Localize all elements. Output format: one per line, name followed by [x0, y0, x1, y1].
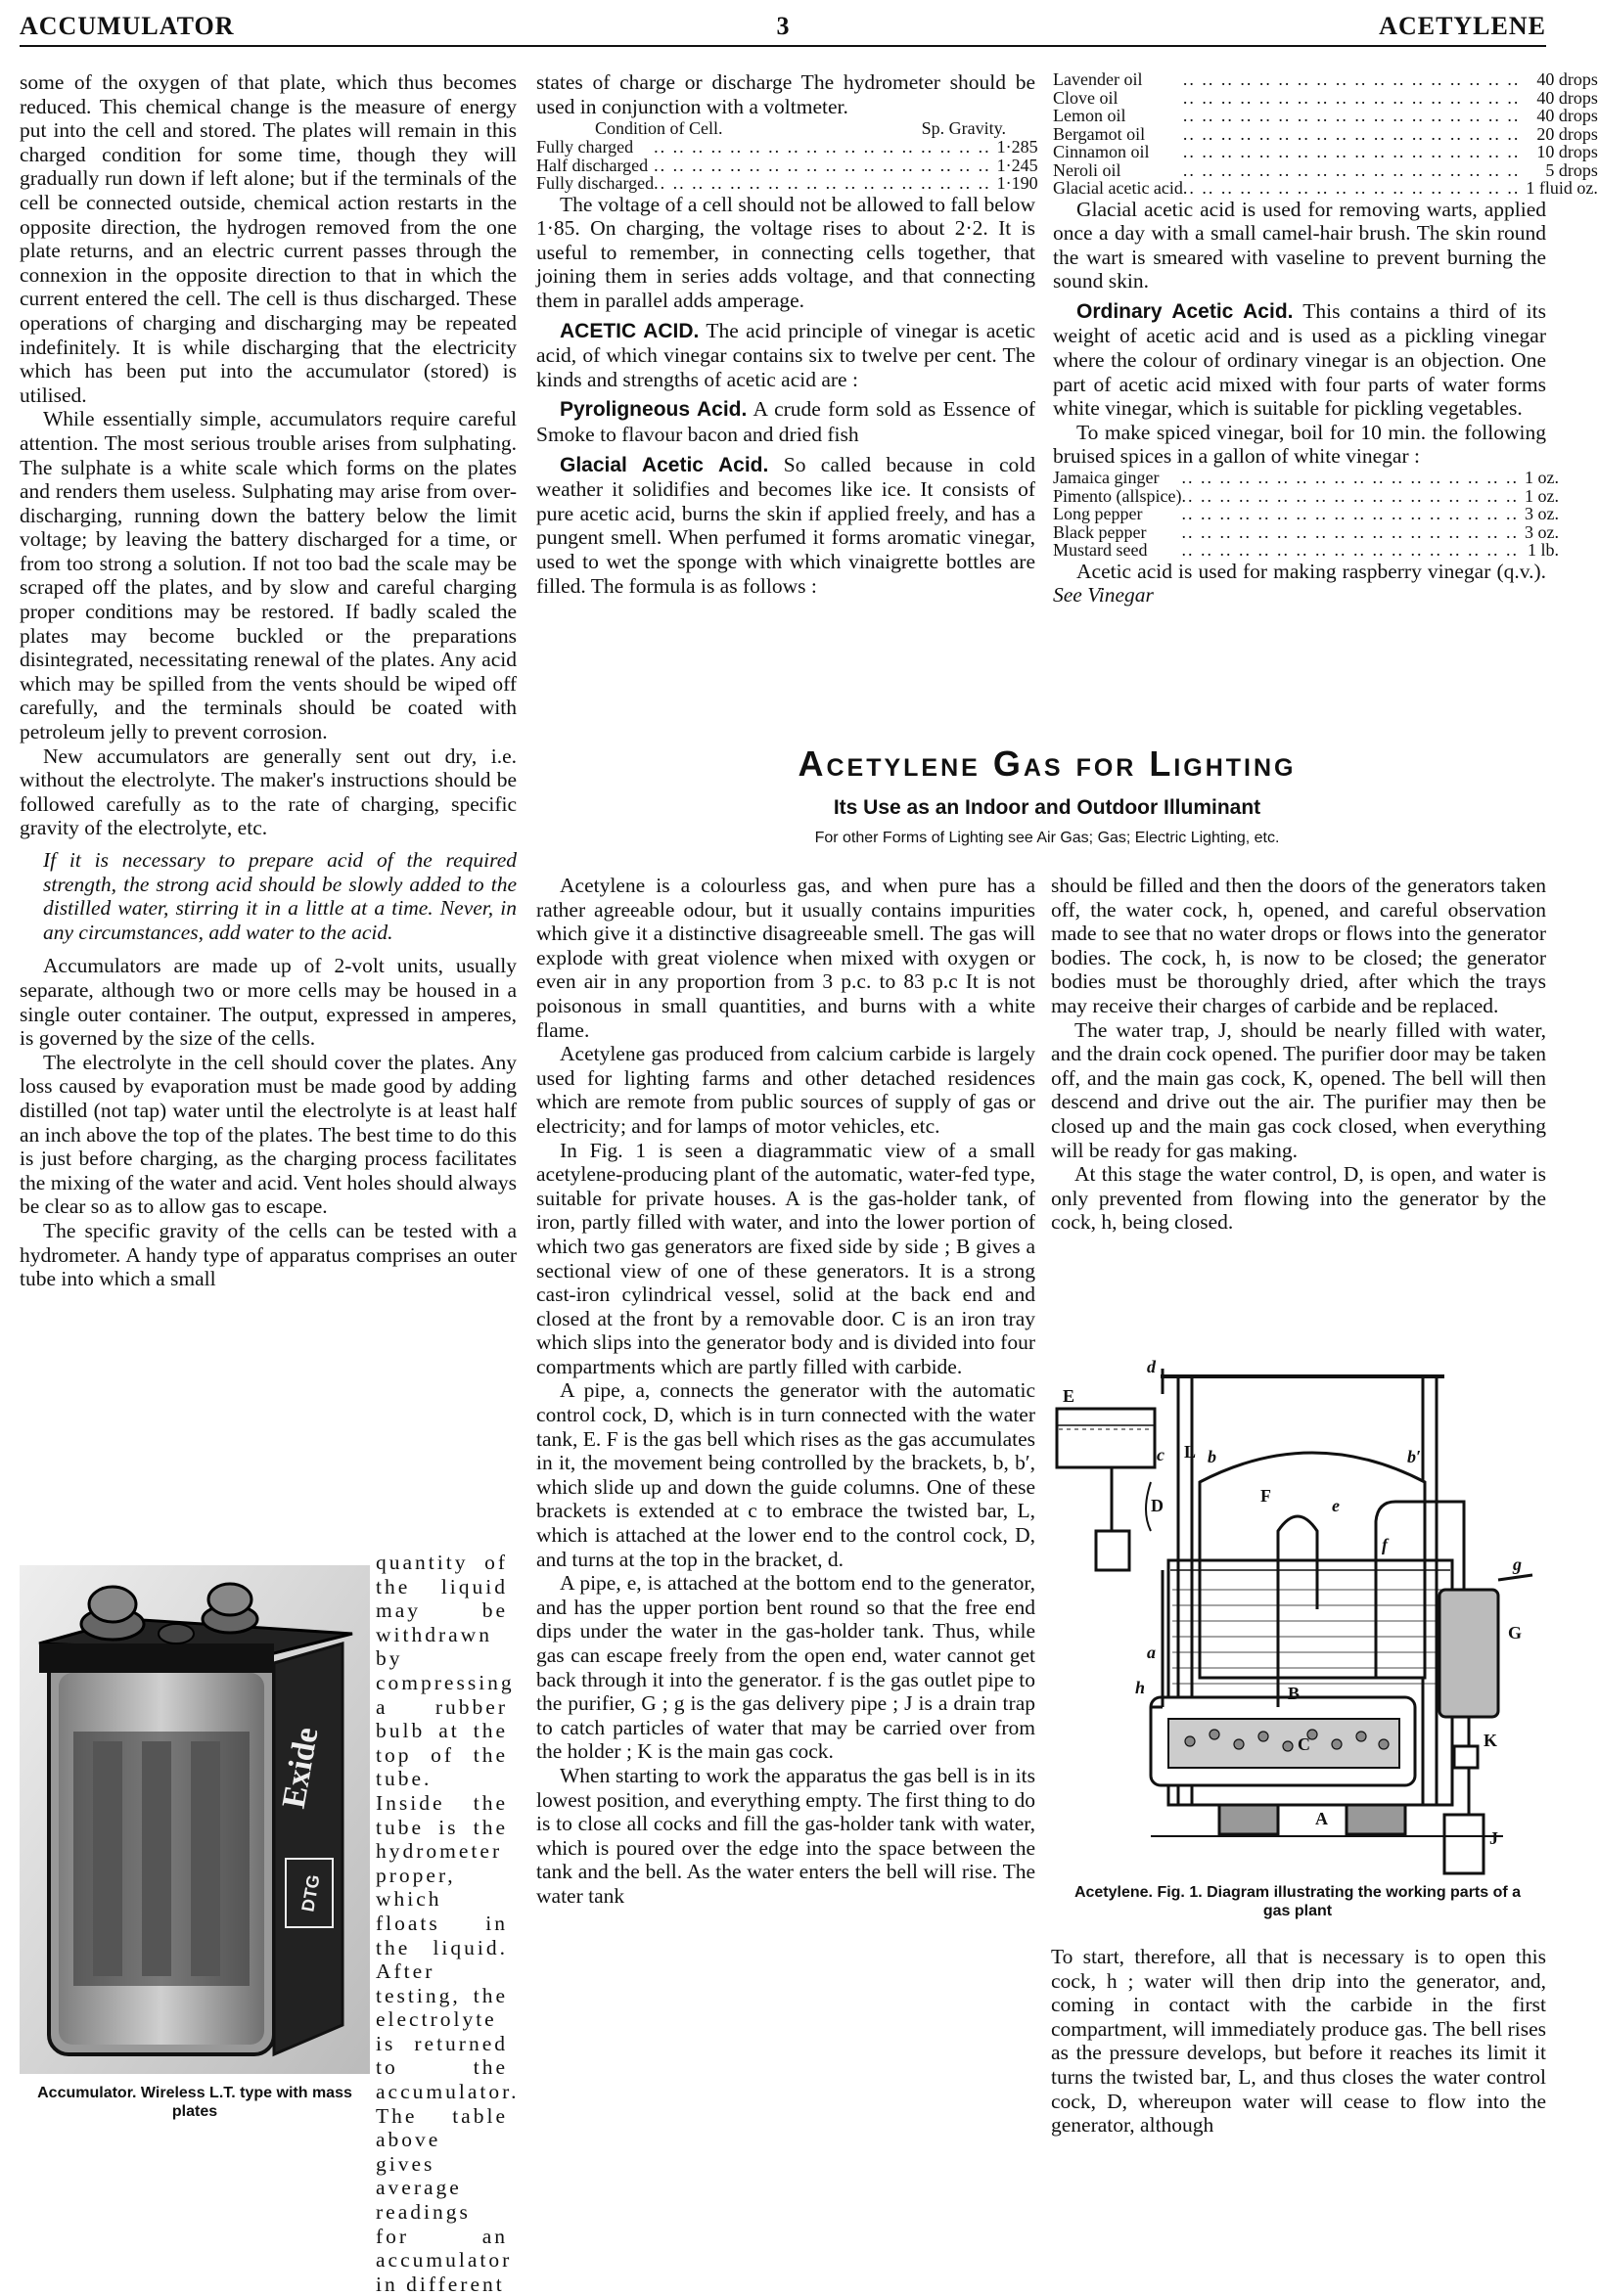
gravity-table-header — [536, 118, 1035, 138]
paragraph: The water trap, J, should be nearly filled with water, and the drain cock opened. The purifier door may be taken off, and the main gas cock, K, opened. The bell will then descend and drive out the air. The purifier may then be closed up and the main gas cock closed, when everything will be ready for gas making. — [1051, 1017, 1546, 1162]
table-row: Lemon oil .. .. 40 drops — [1053, 107, 1598, 125]
label-f: f — [1382, 1535, 1388, 1554]
paragraph: Glacial acetic acid is used for removing warts, applied once a day with a small camel-hair brush. The skin round the wart is smeared with vaseline to prevent burning the sound skin. — [1053, 197, 1546, 293]
paragraph: should be filled and then the doors of the generators taken off, the water cock, h, opened, and careful observation made to see that no water drops or flows into the generator bodies. The cock, h, is now to be closed; the generator bodies must be thoroughly dried, after which the trays may receive their charges of carbide and be replaced. — [1051, 874, 1546, 1017]
table-row: Long pepper .. .. 3 oz. — [1053, 505, 1559, 523]
table-row: Fully charged .. .. 1·285 — [536, 138, 1038, 157]
label-c: c — [1157, 1445, 1164, 1464]
battery-brand: Exide — [275, 1724, 326, 1812]
battery-label: DTG — [297, 1872, 324, 1913]
label-d: d — [1147, 1357, 1156, 1376]
cross-reference: See Vinegar — [1053, 583, 1154, 608]
page-header — [20, 6, 1546, 47]
label-g: g — [1513, 1554, 1522, 1574]
ordinary-acetic-heading: Ordinary Acetic Acid. — [1076, 299, 1294, 323]
section-subtitle: Its Use as an Indoor and Outdoor Illuminant — [833, 796, 1261, 819]
column-acetic-acid — [536, 70, 1038, 598]
label-B: B — [1288, 1684, 1301, 1703]
table-row: Pimento (allspice) .. .. 1 oz. — [1053, 487, 1559, 506]
spice-list — [1053, 469, 1559, 560]
paragraph: In Fig. 1 is seen a diagrammatic view of a small acetylene-producing plant of the automatic, water-fed type, suitable for private houses. A is the gas-holder tank, of iron, partly filled with water, and into the lower portion of which two gas generators are fixed side by side ; B gives a sectional view of one of these generators. It is a strong cast-iron cylindrical vessel, solid at the back end and closed at the front by a removable door. C is an iron tray which slips into the generator body and is divided into four compartments which are partly filled with carbide. — [536, 1138, 1035, 1378]
glacial-heading: Glacial Acetic Acid. — [560, 453, 769, 476]
section-cross-reference: For other Forms of Lighting see Air Gas; Gas; Electric Lighting, etc. — [814, 830, 1280, 846]
paragraph: states of charge or discharge The hydrometer should be used in conjunction with a voltmeter. — [536, 70, 1035, 118]
acid-warning-note: If it is necessary to prepare acid of the required strength, the strong acid should be slowly added to the distilled water, stirring it in a little at a time. Never, in any circumstances, add water to the acid. — [43, 848, 517, 944]
header-left: ACCUMULATOR — [20, 12, 235, 40]
column-acetic-continued — [1053, 69, 1598, 608]
table-row: Half discharged .. .. 1·245 — [536, 157, 1038, 175]
section-title: Acetylene Gas for Lighting — [798, 743, 1297, 784]
paragraph: Acetylene gas produced from calcium carbide is largely used for lighting farms and other detached residences which are remote from public sources of supply of gas or electricity; and for lamps of motor vehicles, etc. — [536, 1042, 1035, 1138]
figure-caption: Acetylene. Fig. 1. Diagram illustrating the working parts of a gas plant — [1073, 1884, 1522, 1919]
paragraph: Accumulators are made up of 2-volt units, usually separate, although two or more cells may be housed in a single outer container. The output, expressed in amperes, is governed by the size of the cells. — [20, 954, 517, 1051]
paragraph: While essentially simple, accumulators require careful attention. The most serious trouble arises from sulphating. The sulphate is a white scale which forms on the plates and renders them useless. Sulphating may arise from over-discharging, running down the battery below the limit voltage; by leaving the battery discharged for a time, or from too strong a solution. If not too bad the scale may be scraped off the plates, and by slow and careful charging proper conditions may be restored. If badly scaled the plates may become buckled or the preparations disintegrated, necessitating renewal of the plates. Any acid which may be spilled from the vents should be wiped off carefully, and the terminals should be coated with petroleum jelly to prevent corrosion. — [20, 407, 517, 744]
table-row: Neroli oil .. .. 5 drops — [1053, 161, 1598, 180]
paragraph: When starting to work the apparatus the gas bell is in its lowest position, and everything empty. The first thing to do is to close all cocks and fill the gas-holder tank with water, which is poured over the edge into the space between the tank and the bell. As the water enters the bell will rise. The water tank — [536, 1763, 1035, 1908]
paragraph: So called because in cold weather it solidifies and becomes like ice. It consists of pure acetic acid, burns the skin if applied freely, and has a pungent smell. When perfumed it forms aromatic vinegar, used to wet the sponge with which vinaigrette bottles are filled. The formula is as follows : — [536, 452, 1036, 598]
column-acetylene-right — [1051, 874, 1546, 1235]
table-row: Fully discharged .. .. 1·190 — [536, 174, 1038, 193]
wrapped-text: quantity of the liquid may be withdrawn by compressing a rubber bulb at the top of the tube. Inside the tube is the hydrometer proper, which floats in the liquid. After testing, the electrolyte is returned to the accumulator. The table above gives average readings for an accumulator in different — [376, 1551, 520, 2296]
paragraph: Acetic acid is used for making raspberry vinegar (q.v.). See Vinegar — [1053, 559, 1546, 608]
table-header: Condition of Cell. — [595, 118, 723, 139]
page-number: 3 — [776, 12, 790, 40]
table-header: Sp. Gravity. — [921, 118, 1006, 139]
table-row: Cinnamon oil .. .. 10 drops — [1053, 143, 1598, 161]
battery-illustration — [20, 1565, 370, 2113]
battery-caption: Accumulator. Wireless L.T. type with mass plates — [37, 2085, 352, 2120]
paragraph: This contains a third of its weight of acetic acid and is used as a pickling vinegar where the colour of ordinary vinegar is an objection. One part of acetic acid mixed with four parts of water forms white vinegar, which is suitable for pickling vegetables. — [1053, 298, 1547, 421]
paragraph: New accumulators are generally sent out dry, i.e. without the electrolyte. The maker's instructions should be followed carefully as to the rate of charging, specific gravity of the electrolyte, etc. — [20, 743, 517, 840]
table-row: Bergamot oil .. .. 20 drops — [1053, 125, 1598, 144]
paragraph: To start, therefore, all that is necessary is to open this cock, h ; water will then drip into the generator, and, coming in contact with the carbide in the first compartment, will immediately produce gas. The bell rises as the pressure develops, but before it reaches its limit it turns the twisted bar, L, and thus closes the water control cock, D, whereupon water will cease to flow into the generator, although — [1051, 1945, 1546, 2138]
label-e: e — [1332, 1496, 1340, 1515]
pyroligneous-heading: Pyroligneous Acid. — [560, 398, 748, 422]
paragraph: Acetylene is a colourless gas, and when pure has a rather agreeable odour, but it usually contains impurities which give it a distinctive disagreeable smell. The gas will explode with great violence when mixed with oxygen or even air in any proportion from 3 p.c. to 83 p.c It is not poisonous in small quantities, and burns with a white flame. — [536, 874, 1035, 1042]
table-row: Lavender oil .. .. 40 drops — [1053, 70, 1598, 89]
label-A: A — [1315, 1809, 1328, 1828]
paragraph: The electrolyte in the cell should cover the plates. Any loss caused by evaporation must be made good by adding distilled (not tap) water until the electrolyte is at least half an inch above the top of the plates. The best time to do this is just before charging, as the charging process facilitates the mixing of the water and acid. Vent holes should always be clear so as to allow gas to escape. — [20, 1050, 517, 1219]
column-acetylene-right-continued — [1051, 1945, 1546, 2138]
label-L: L — [1184, 1442, 1197, 1462]
paragraph: To make spiced vinegar, boil for 10 min. the following bruised spices in a gallon of white vinegar : — [1053, 420, 1546, 469]
acetic-acid-heading: ACETIC ACID. — [560, 319, 700, 342]
accumulator-figure — [20, 1565, 370, 2120]
label-J: J — [1489, 1828, 1498, 1848]
label-G: G — [1508, 1623, 1523, 1643]
paragraph: some of the oxygen of that plate, which thus becomes reduced. This chemical change is the measure of energy put into the cell and stored. The plates will remain in this charged condition for some time, though they will gradually run down if left alone; but if the terminals of the cell be connected outside, chemical action restarts in the opposite direction, the hydrogen removed from the one plate returns, and an electric current passes through the connexion in the opposite direction to that in which the current entered the cell. The cell is thus discharged. These operations of charging and discharging may be repeated indefinitely. It is while discharging that the electricity which has been put into the accumulator (stored) is utilised. — [20, 70, 517, 407]
label-K: K — [1484, 1731, 1498, 1750]
table-row: Clove oil .. .. 40 drops — [1053, 89, 1598, 108]
gas-plant-diagram — [1053, 1355, 1542, 1864]
paragraph: At this stage the water control, D, is open, and water is only prevented from flowing into the generator by the cock, h, being closed. — [1051, 1162, 1546, 1235]
paragraph: The voltage of a cell should not be allowed to fall below 1·85. On charging, the voltage rises to about 2·2. It is useful to remember, in connecting cells together, that joining them in series adds voltage, and that connecting them in parallel adds amperage. — [536, 192, 1035, 313]
paragraph: A pipe, a, connects the generator with the automatic control cock, D, which is in turn connected with the water tank, E. F is the gas bell which rises as the gas accumulates in it, the movement being controlled by the brackets, b, b′, which slide up and down the guide columns. One of these brackets is extended at c to embrace the twisted bar, L, which is attached at the lower end to the control cock, D, and turns at the top in the bracket, d. — [536, 1378, 1035, 1571]
label-h: h — [1135, 1678, 1146, 1697]
label-b: b — [1208, 1447, 1216, 1466]
section-heading — [528, 743, 1566, 847]
paragraph: The specific gravity of the cells can be tested with a hydrometer. A handy type of apparatus comprises an outer tube into which a small — [20, 1218, 517, 1291]
label-E: E — [1063, 1386, 1075, 1406]
label-C: C — [1298, 1734, 1310, 1754]
table-row: Glacial acetic acid .. .. 1 fluid oz. — [1053, 179, 1598, 198]
gas-plant-illustration — [1053, 1355, 1542, 1864]
gravity-table — [536, 138, 1038, 193]
header-right: ACETYLENE — [1379, 12, 1546, 40]
perfume-formula — [1053, 70, 1598, 198]
table-row: Mustard seed .. .. 1 lb. — [1053, 541, 1559, 560]
label-a: a — [1147, 1643, 1156, 1662]
paragraph: A crude form sold as Essence of Smoke to flavour bacon and dried fish — [536, 397, 1035, 447]
table-row: Jamaica ginger .. .. 1 oz. — [1053, 469, 1559, 487]
label-D: D — [1151, 1496, 1164, 1515]
label-F: F — [1260, 1486, 1271, 1506]
paragraph: The acid principle of vinegar is acetic acid, of which vinegar contains six to twelve per cent. The kinds and strengths of acetic acid are : — [536, 318, 1035, 391]
column-accumulator — [20, 70, 517, 1291]
table-row: Black pepper .. .. 3 oz. — [1053, 523, 1559, 542]
label-b-prime: b′ — [1407, 1447, 1422, 1466]
column-acetylene-left — [536, 874, 1035, 1909]
paragraph: A pipe, e, is attached at the bottom end to the generator, and has the upper portion bent round so that the free end dips under the water in the gas-holder tank. Thus, while gas can escape freely from the open end, water cannot get back through it into the generator. f is the gas outlet pipe to the purifier, G ; g is the gas delivery pipe ; J is a drain trap to catch particles of water that may be carried over from the holder ; K is the main gas cock. — [536, 1571, 1035, 1764]
